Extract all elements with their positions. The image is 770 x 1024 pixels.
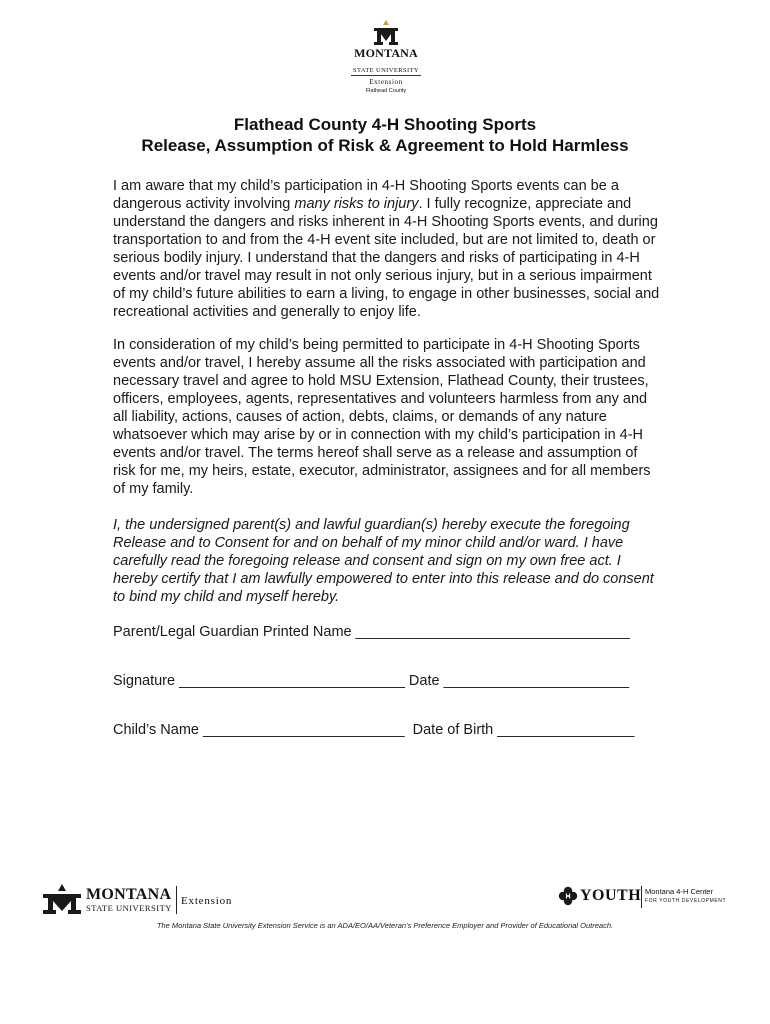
header-logo <box>346 20 426 96</box>
footer-youth-wordmark: YOUTH <box>580 887 642 904</box>
paragraph-awareness-emphasis: many risks to injury <box>294 196 419 212</box>
clover-icon <box>558 886 578 906</box>
footer-4h-center-sub: FOR YOUTH DEVELOPMENT <box>645 898 727 904</box>
header-logo-montana: MONTANA <box>354 46 418 60</box>
footer-extension: Extension <box>181 895 233 907</box>
footer-4h-logo <box>558 884 728 914</box>
footer-notice: The Montana State University Extension Service is an ADA/EO/AA/Veteran’s Preference Employer and Provider of Educational Outreach. <box>156 921 614 930</box>
header-logo-county: Flathead County <box>365 88 407 94</box>
paragraph-consideration: In consideration of my child’s being permitted to participate in 4-H Shooting Sports events and/or travel, I hereby assume all the risks associated with participation and necessary travel and agree to hold MSU Extension, Flathead County, their trustees, officers, employees, agents, representatives and volunteers harmless from any and all liability, actions, causes of action, debts, claims, or demands of any nature whatsoever which may arise by or in connection with my child’s participation in 4-H events and/or travel. The terms hereof shall serve as a release and assumption of risk for me, my heirs, estate, executor, administrator, assignees and for all members of my family. <box>113 337 651 497</box>
svg-text:H: H <box>565 893 571 901</box>
guardian-name-field[interactable]: Parent/Legal Guardian Printed Name __________________________________ <box>113 624 630 640</box>
footer-4h-center-name: Montana 4-H Center <box>645 887 713 896</box>
footer-4h-divider <box>641 886 642 908</box>
footer-msu-logo <box>42 884 262 920</box>
header-logo-state-university: STATE UNIVERSITY <box>352 67 419 74</box>
child-name-dob-field[interactable]: Child’s Name _________________________ Date of Birth _________________ <box>113 722 635 738</box>
paragraph-awareness-text-b: . I fully recognize, appreciate and understand the dangers and risks inherent in 4-H Shooting Sports events, and during transportation to and from the 4-H event site included, but are not limited to, death or serious bodily injury. I understand that the dangers and risks of participating in 4-H events and/or travel may result in not only serious injury, but in a serious impairment of my child’s future abilities to earn a living, to engage in other businesses, social and recreational activities and generally to enjoy life. <box>113 196 660 320</box>
msu-m-icon <box>42 884 82 916</box>
document-title: Flathead County 4-H Shooting Sports <box>233 115 537 134</box>
msu-mountain-m-icon <box>372 20 400 46</box>
header-logo-extension: Extension <box>369 78 403 86</box>
paragraph-awareness-text-a: I am aware that my child’s participation in 4-H Shooting Sports events can be a dangerous activity involving <box>113 178 619 212</box>
footer-montana: MONTANA <box>86 886 172 903</box>
signature-date-field[interactable]: Signature ____________________________ Date _______________________ <box>113 673 630 689</box>
footer-state-university: STATE UNIVERSITY <box>86 903 172 913</box>
footer-divider <box>176 886 177 914</box>
document-subtitle: Release, Assumption of Risk & Agreement to Hold Harmless <box>141 136 629 155</box>
paragraph-awareness <box>113 177 661 321</box>
paragraph-certification: I, the undersigned parent(s) and lawful guardian(s) hereby execute the foregoing Release and to Consent for and on behalf of my minor child and/or ward. I have carefully read the foregoing release and consent and sign on my own free act. I hereby certify that I am lawfully empowered to enter into this release and do consent to bind my child and myself hereby. <box>113 517 654 605</box>
